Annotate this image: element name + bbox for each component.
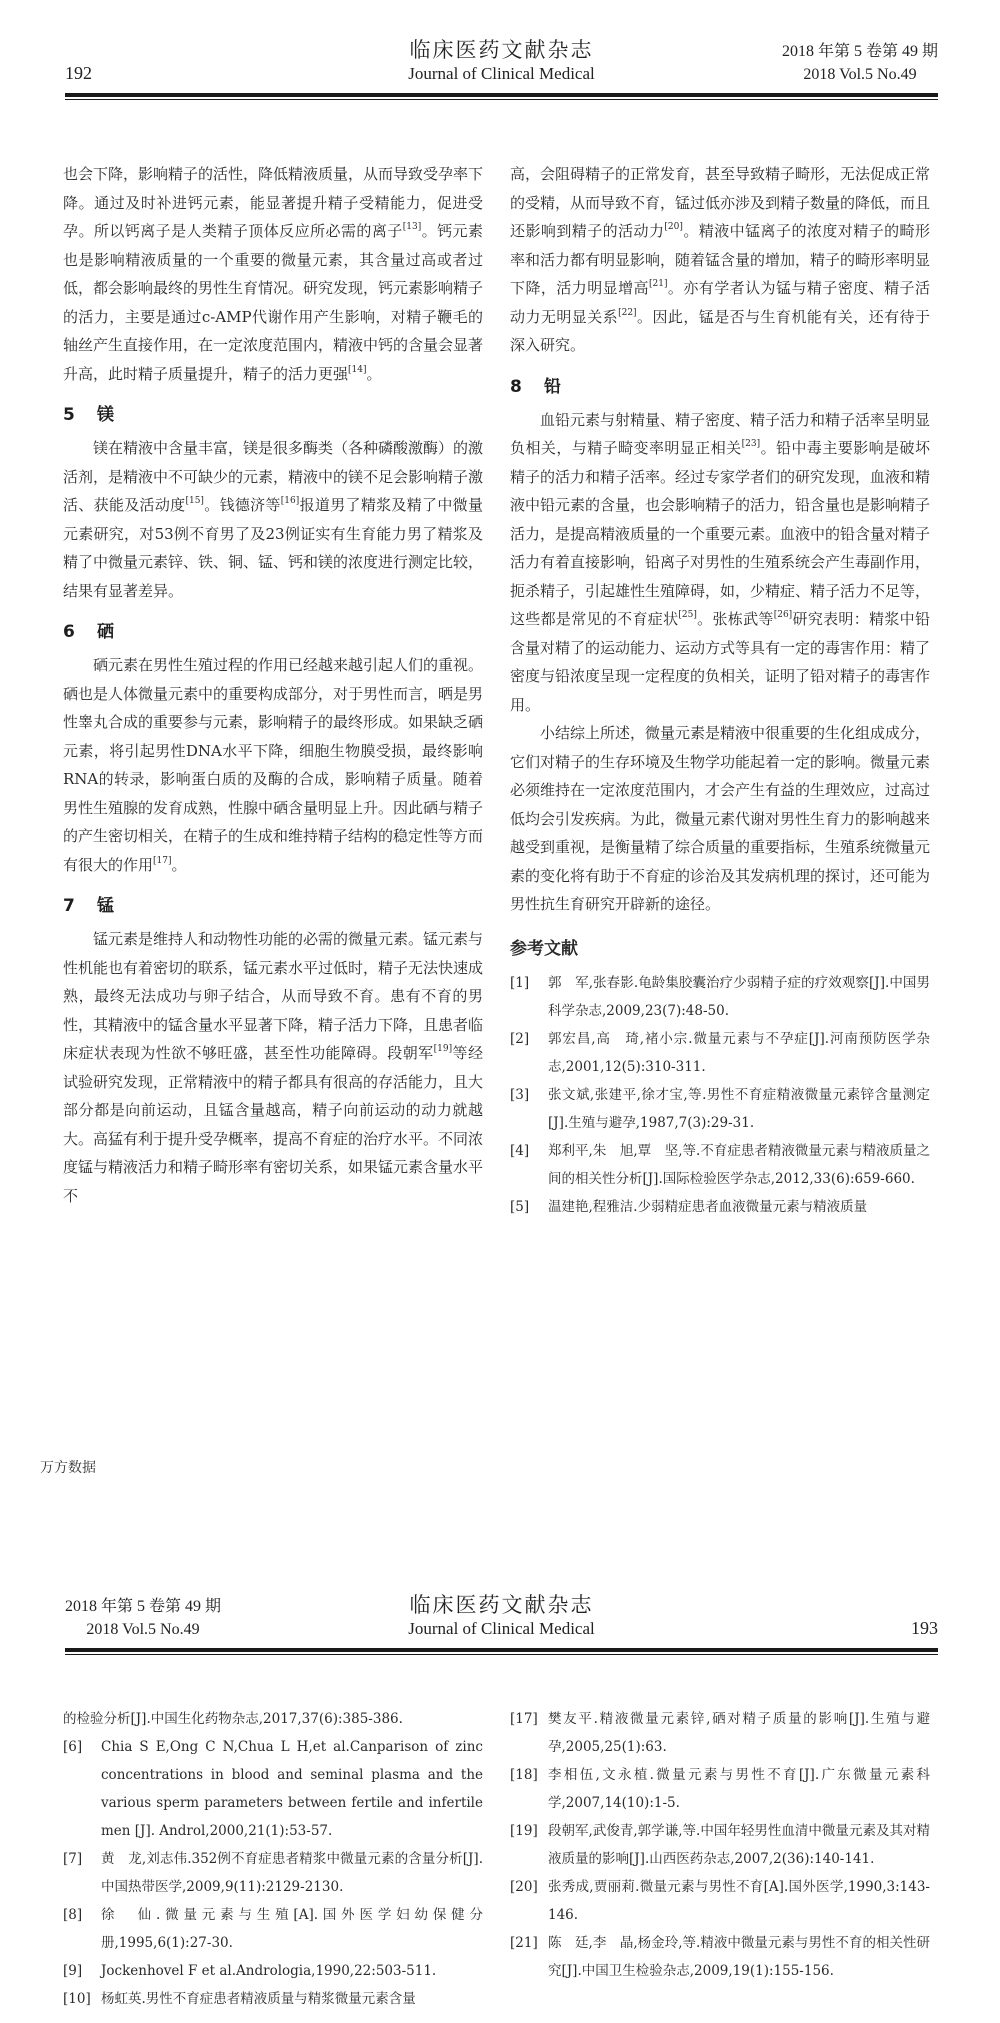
journal-title-en: Journal of Clinical Medical	[408, 64, 595, 83]
manganese-paragraph-continued: 高，会阻碍精子的正常发育，甚至导致精子畸形，无法促成正常的受精，从而导致不育，锰过低亦涉及到精子数量的降低，而且还影响到精子的活动力[20]。精液中锰离子的浓度对精子的畸形率和活力都有明显影响，随着锰含量的增加，精子的畸形率明显下降，活力明显增高[21]。亦有学者认为锰与精子密度、精子活动力无明显关系[22]。因此，锰是否与生育机能有关，还有待于深入研究。	[510, 165, 931, 354]
journal-title-en: Journal of Clinical Medical	[408, 1619, 595, 1638]
page1-left-column	[63, 160, 483, 1210]
citation[interactable]: [13]	[402, 222, 422, 232]
reference-item: [7] 黄 龙,刘志伟.352例不育症患者精浆中微量元素的含量分析[J].中国热带医学,2009,9(11):2129-2130.	[63, 1851, 483, 1895]
manganese-paragraph: 锰元素是维持人和动物性功能的必需的微量元素。锰元素与性机能也有着密切的联系，锰元素水平过低时，精子无法快速成熟，最终无法成功与卵子结合，从而导致不育。患有不育的男性，其精液中的锰含量水平显著下降，精子活力下降，且患者临床症状表现为性欲不够旺盛，甚至性功能障碍。段朝军[19]等经试验研究发现，正常精液中的精子都具有很高的存活能力，且大部分都是向前运动，且锰含量越高，精子向前运动的动力就越大。高猛有利于提升受孕概率，提高不育症的治疗水平。不同浓度锰与精液活力和精子畸形率有密切关系，如果锰元素含量水平不	[63, 930, 484, 1205]
reference-item: [8] 徐 仙.微量元素与生殖[A].国外医学妇幼保健分册,1995,6(1):27-30.	[63, 1907, 483, 1951]
issue-cn: 2018 年第 5 卷第 49 期	[65, 1598, 222, 1615]
reference-item: [5] 温建艳,程雅洁.少弱精症患者血液微量元素与精液质量	[510, 1199, 868, 1215]
header-rule	[65, 1648, 938, 1655]
magnesium-paragraph: 镁在精液中含量丰富，镁是很多酶类（各种磷酸激酶）的激活剂，是精液中不可缺少的元素，精液中的镁不足会影响精子激活、获能及活动度[15]。钱德济等[16]报道男了精浆及精了中微量元素研究，对53例不育男了及23例证实有生育能力男了精浆及精了中微量元素锌、铁、铜、锰、钙和镁的浓度进行测定比较，结果有显著差异。	[63, 439, 484, 600]
reference-item: [4] 郑利平,朱 旭,覃 坚,等.不育症患者精液微量元素与精液质量之间的相关性分析[J].国际检验医学杂志,2012,33(6):659-660.	[510, 1143, 930, 1187]
reference-item: [10] 杨虹英.男性不育症患者精液质量与精浆微量元素含量	[63, 1991, 416, 2007]
reference-item: [3] 张文斌,张建平,徐才宝,等.男性不育症精液微量元素锌含量测定[J].生殖与避孕,1987,7(3):29-31.	[510, 1087, 930, 1131]
reference-item: [2] 郭宏昌,高 琦,褚小宗.微量元素与不孕症[J].河南预防医学杂志,2001,12(5):310-311.	[510, 1031, 930, 1075]
journal-title-cn: 临床医药文献杂志	[409, 1593, 594, 1617]
page-header-192	[65, 30, 938, 100]
selenium-paragraph: 硒元素在男性生殖过程的作用已经越来越引起人们的重视。硒也是人体微量元素中的重要构成部分，对于男性而言，晒是男性睾丸合成的重要参与元素，影响精子的最终形成。如果缺乏硒元素，将引起男性DNA水平下降，细胞生物膜受损，最终影响RNA的转录，影响蛋白质的及酶的合成，影响精子质量。随着男性生殖腺的发育成熟，性腺中硒含量明显上升。因此硒与精子的产生密切相关，在精子的生成和维持精子结构的稳定性等方而有很大的作用[17]。	[63, 656, 484, 874]
citation[interactable]: [21]	[648, 279, 668, 289]
page-header-193	[65, 1585, 938, 1655]
issue-info	[782, 40, 938, 86]
citation[interactable]: [16]	[280, 496, 300, 506]
citation[interactable]: [26]	[773, 610, 793, 620]
page-number: 193	[911, 1618, 938, 1638]
citation[interactable]: [14]	[348, 364, 367, 375]
section-heading-7: 7 锰	[63, 896, 114, 916]
header-rule	[65, 93, 938, 100]
issue-en: 2018 Vol.5 No.49	[803, 66, 917, 83]
citation[interactable]: [19]	[433, 1044, 453, 1054]
page2-right-column	[510, 1705, 930, 1985]
citation[interactable]: [22]	[618, 307, 637, 318]
citation[interactable]: [23]	[741, 439, 761, 449]
reference-item-continued: 的检验分析[J].中国生化药物杂志,2017,37(6):385-386.	[63, 1711, 403, 1727]
reference-item: [20] 张秀成,贾丽莉.微量元素与男性不育[A].国外医学,1990,3:143-146.	[510, 1879, 930, 1923]
reference-item: [9] Jockenhovel F et al.Andrologia,1990,22:503-511.	[63, 1963, 437, 1979]
journal-title-cn: 临床医药文献杂志	[409, 38, 594, 62]
section-heading-5: 5 镁	[63, 405, 114, 425]
citation[interactable]: [17]	[153, 855, 172, 866]
citation[interactable]: [25]	[678, 610, 697, 620]
section-heading-6: 6 硒	[63, 622, 114, 642]
lead-paragraph: 血铅元素与射精量、精子密度、精子活力和精子活率呈明显负相关，与精子畸变率明显正相关[23]。铅中毒主要影响是破坏精子的活力和精子活率。经过专家学者们的研究发现，血液和精液中铅元素的含量，也会影响精子的活力，铅含量也是影响精子活力，是提高精液质量的一个重要元素。血液中的铅含量对精子活力有着直接影响，铅离子对男性的生殖系统会产生毒副作用，扼杀精子，引起雄性生殖障碍，如，少精症、精子活力不足等，这些都是常见的不育症状[25]。张栋武等[26]研究表明：精浆中铅含量对精了的运动能力、运动方式等具有一定的毒害作用：精了密度与铅浓度呈现一定程度的负相关，证明了铅对精子的毒害作用。	[510, 410, 931, 714]
reference-item: [1] 郭 军,张春影.龟龄集胶囊治疗少弱精子症的疗效观察[J].中国男科学杂志,2009,23(7):48-50.	[510, 975, 930, 1019]
citation[interactable]: [15]	[185, 496, 204, 506]
reference-item: [21] 陈 廷,李 晶,杨金玲,等.精液中微量元素与男性不育的相关性研究[J].中国卫生检验杂志,2009,19(1):155-156.	[510, 1935, 930, 1979]
issue-en: 2018 Vol.5 No.49	[86, 1621, 200, 1638]
page2-left-column	[63, 1705, 483, 2013]
page-number: 192	[65, 63, 92, 83]
references-heading: 参考文献	[510, 938, 578, 959]
reference-item: [6] Chia S E,Ong C N,Chua L H,et al.Canparison of zinc concentrations in blood and seminal plasma and the various sperm parameters between fertile and infertile men [J]. Androl,2000,21(1):53-57.	[63, 1739, 483, 1839]
watermark: 万方数据	[40, 1460, 96, 1476]
calcium-paragraph: 也会下降，影响精子的活性，降低精液质量，从而导致受孕率下降。通过及时补进钙元素，能显著提升精子受精能力，促进受孕。所以钙离子是人类精子顶体反应所必需的离子[13]。钙元素也是影响精液质量的一个重要的微量元素，其含量过高或者过低，都会影响最终的男性生育情况。研究发现，钙元素影响精子的活力，主要是通过c-AMP代谢作用产生影响，对精子鞭毛的轴丝产生直接作用，在一定浓度范围内，精液中钙的含量会显著升高，此时精子质量提升，精子的活力更强[14]。	[63, 165, 484, 383]
citation[interactable]: [20]	[664, 222, 683, 232]
reference-item: [17] 樊友平.精液微量元素锌,硒对精子质量的影响[J].生殖与避孕,2005,25(1):63.	[510, 1711, 930, 1755]
issue-cn: 2018 年第 5 卷第 49 期	[781, 43, 938, 60]
reference-list	[510, 969, 930, 1221]
page1-right-column	[510, 160, 930, 1221]
summary-paragraph: 小结综上所述，微量元素是精液中很重要的生化组成成分，它们对精子的生存环境及生物学功能起着一定的影响。微量元素必须维持在一定浓度范围内，才会产生有益的生理效应，过高过低均会引发疾病。为此，微量元素代谢对男性生育力的影响越来越受到重视，是衡量精了综合质量的重要指标，生殖系统微量元素的变化将有助于不育症的诊治及其发病机理的探讨，还可能为男性抗生育研究开辟新的途径。	[510, 724, 931, 913]
reference-item: [18] 李相伍,文永植.微量元素与男性不育[J].广东微量元素科学,2007,14(10):1-5.	[510, 1767, 930, 1811]
reference-item: [19] 段朝军,武俊青,郭学谦,等.中国年轻男性血清中微量元素及其对精液质量的影响[J].山西医药杂志,2007,2(36):140-141.	[510, 1823, 930, 1867]
section-heading-8: 8 铅	[510, 376, 561, 397]
